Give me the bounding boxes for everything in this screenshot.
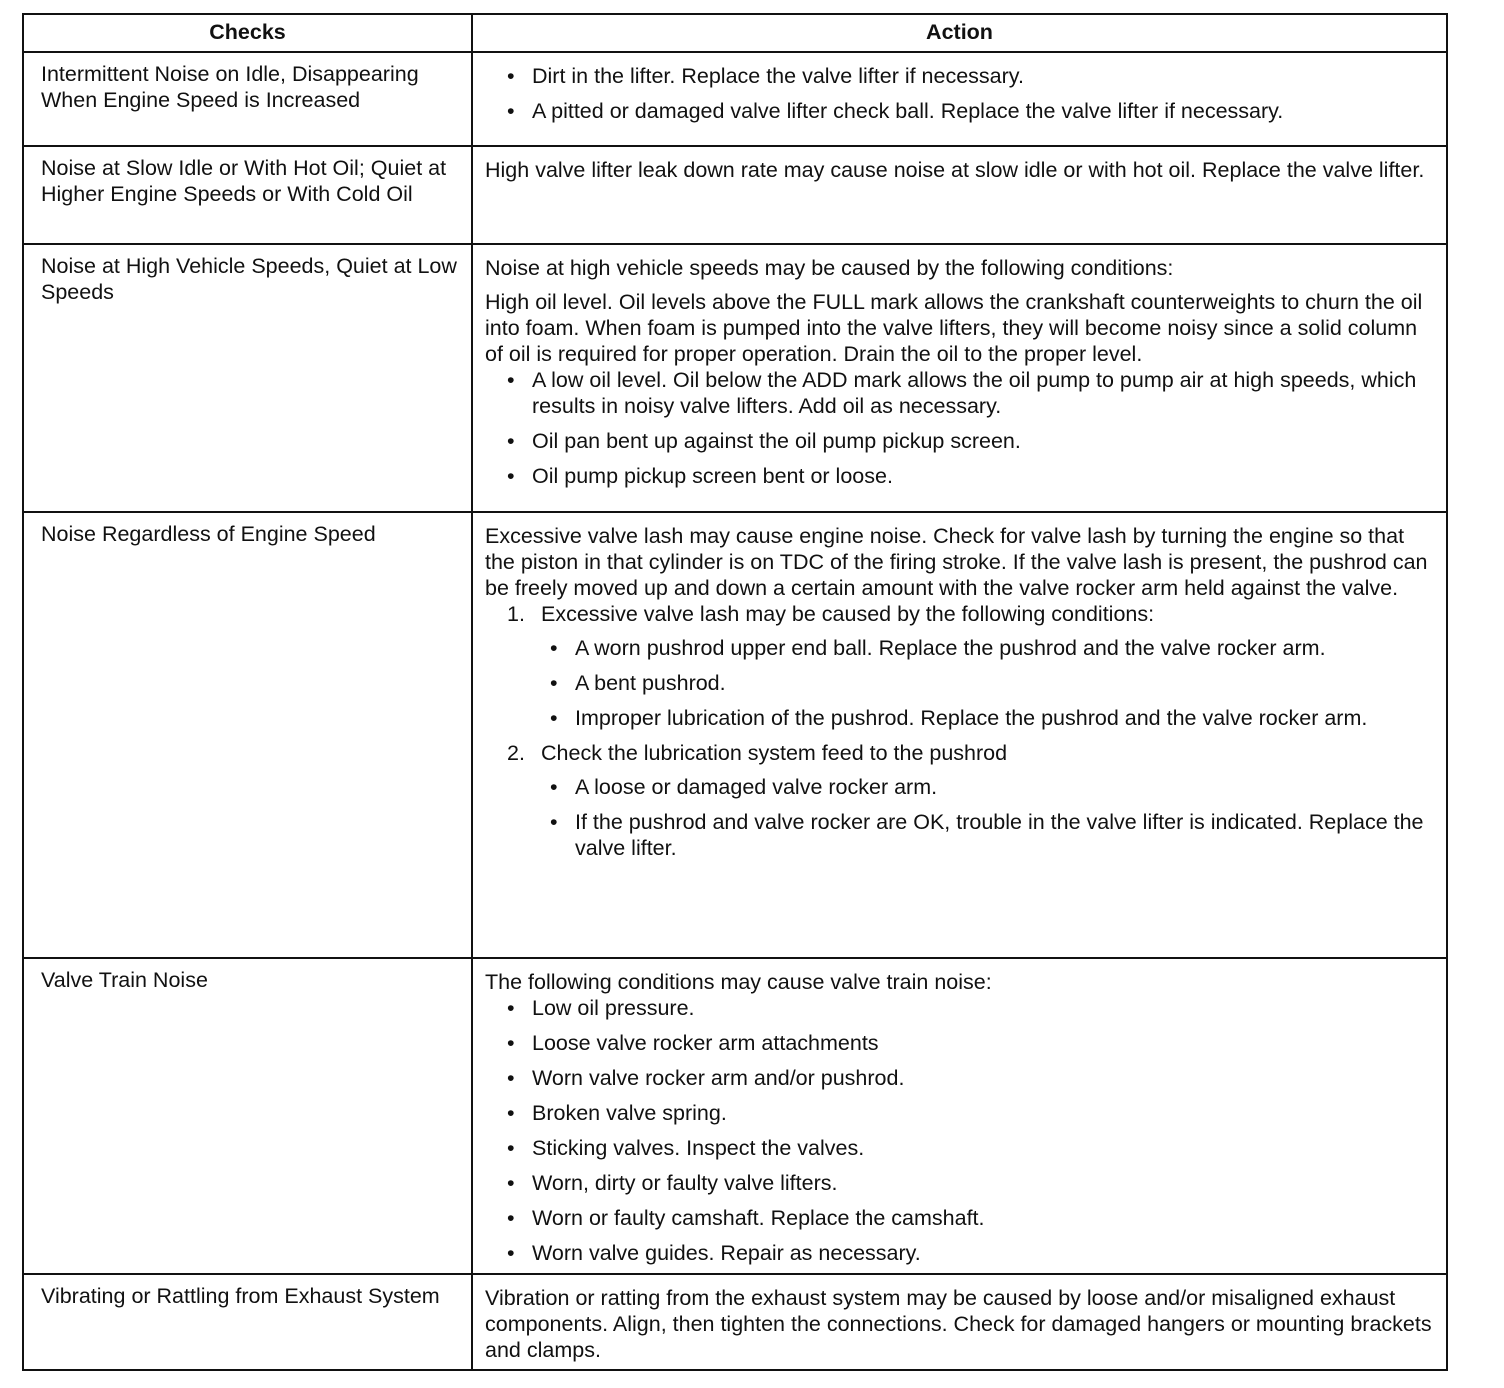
check-cell: Noise at High Vehicle Speeds, Quiet at Low Speeds (23, 244, 472, 512)
list-item: • A pitted or damaged valve lifter check ball. Replace the valve lifter if necessary. (507, 98, 1438, 124)
table-row (23, 146, 1447, 244)
action-header: Action (472, 14, 1447, 52)
list-item: • If the pushrod and valve rocker are OK, trouble in the valve lifter is indicated. Replace the valve lifter. (550, 809, 1438, 861)
action-bullet-list (485, 995, 1438, 1266)
step-bullet-list (507, 774, 1438, 861)
action-text: Vibration or ratting from the exhaust system may be caused by loose and/or misaligned exhaust components. Align, then tighten the connections. Check for damaged hangers or mounting brackets and clamps. (485, 1286, 1432, 1362)
table-row (23, 52, 1447, 146)
list-item: • Low oil pressure. (507, 995, 1438, 1021)
step-text: Check the lubrication system feed to the pushrod (541, 741, 1008, 765)
action-text: Excessive valve lash may cause engine noise. Check for valve lash by turning the engine so that the piston in that cylinder is on TDC of the firing stroke. If the valve lash is present, the pushrod can be freely moved up and down a certain amount with the valve rocker arm held against the valve. (485, 524, 1428, 600)
diagnosis-table (22, 13, 1448, 1371)
list-item: • A loose or damaged valve rocker arm. (550, 774, 1438, 800)
check-cell: Valve Train Noise (23, 958, 472, 1274)
list-item: • A bent pushrod. (550, 670, 1438, 696)
step-number: 1. (507, 602, 525, 626)
list-item: • A low oil level. Oil below the ADD mark allows the oil pump to pump air at high speeds, which results in noisy valve lifters. Add oil as necessary. (507, 367, 1438, 419)
action-cell (472, 512, 1447, 958)
action-intro: Noise at high vehicle speeds may be caused by the following conditions: (485, 256, 1174, 280)
list-item: • Worn or faulty camshaft. Replace the camshaft. (507, 1205, 1438, 1231)
table-row (23, 512, 1447, 958)
step-item (507, 740, 1438, 861)
list-item: • Worn, dirty or faulty valve lifters. (507, 1170, 1438, 1196)
table-row (23, 244, 1447, 512)
step-text: Excessive valve lash may be caused by the following conditions: (541, 602, 1155, 626)
list-item: • A worn pushrod upper end ball. Replace the pushrod and the valve rocker arm. (550, 635, 1438, 661)
step-bullet-list (507, 635, 1438, 731)
step-list (485, 601, 1438, 861)
check-cell: Intermittent Noise on Idle, Disappearing When Engine Speed is Increased (23, 52, 472, 146)
action-cell (472, 146, 1447, 244)
step-number: 2. (507, 741, 525, 765)
action-cell (472, 52, 1447, 146)
check-cell: Vibrating or Rattling from Exhaust System (23, 1274, 472, 1370)
list-item: • Dirt in the lifter. Replace the valve lifter if necessary. (507, 63, 1438, 89)
action-cell (472, 958, 1447, 1274)
check-cell: Noise Regardless of Engine Speed (23, 512, 472, 958)
list-item: • Oil pan bent up against the oil pump pickup screen. (507, 428, 1438, 454)
action-cell (472, 244, 1447, 512)
table-row (23, 1274, 1447, 1370)
list-item: • Loose valve rocker arm attachments (507, 1030, 1438, 1056)
step-item (507, 601, 1438, 731)
list-item: • Worn valve guides. Repair as necessary. (507, 1240, 1438, 1266)
list-item: • Worn valve rocker arm and/or pushrod. (507, 1065, 1438, 1091)
header-row (23, 14, 1447, 52)
check-cell: Noise at Slow Idle or With Hot Oil; Quiet at Higher Engine Speeds or With Cold Oil (23, 146, 472, 244)
list-item: • Sticking valves. Inspect the valves. (507, 1135, 1438, 1161)
action-bullet-list (485, 367, 1438, 489)
list-item: • Broken valve spring. (507, 1100, 1438, 1126)
list-item: • Improper lubrication of the pushrod. Replace the pushrod and the valve rocker arm. (550, 705, 1438, 731)
action-bullet-list (485, 63, 1438, 124)
table-row (23, 958, 1447, 1274)
list-item: • Oil pump pickup screen bent or loose. (507, 463, 1438, 489)
action-cell (472, 1274, 1447, 1370)
action-text: High valve lifter leak down rate may cause noise at slow idle or with hot oil. Replace the valve lifter. (485, 158, 1425, 182)
checks-header: Checks (23, 14, 472, 52)
action-text: High oil level. Oil levels above the FULL mark allows the crankshaft counterweights to churn the oil into foam. When foam is pumped into the valve lifters, they will become noisy since a solid column of oil is required for proper operation. Drain the oil to the proper level. (485, 290, 1423, 366)
action-intro: The following conditions may cause valve train noise: (485, 970, 992, 994)
